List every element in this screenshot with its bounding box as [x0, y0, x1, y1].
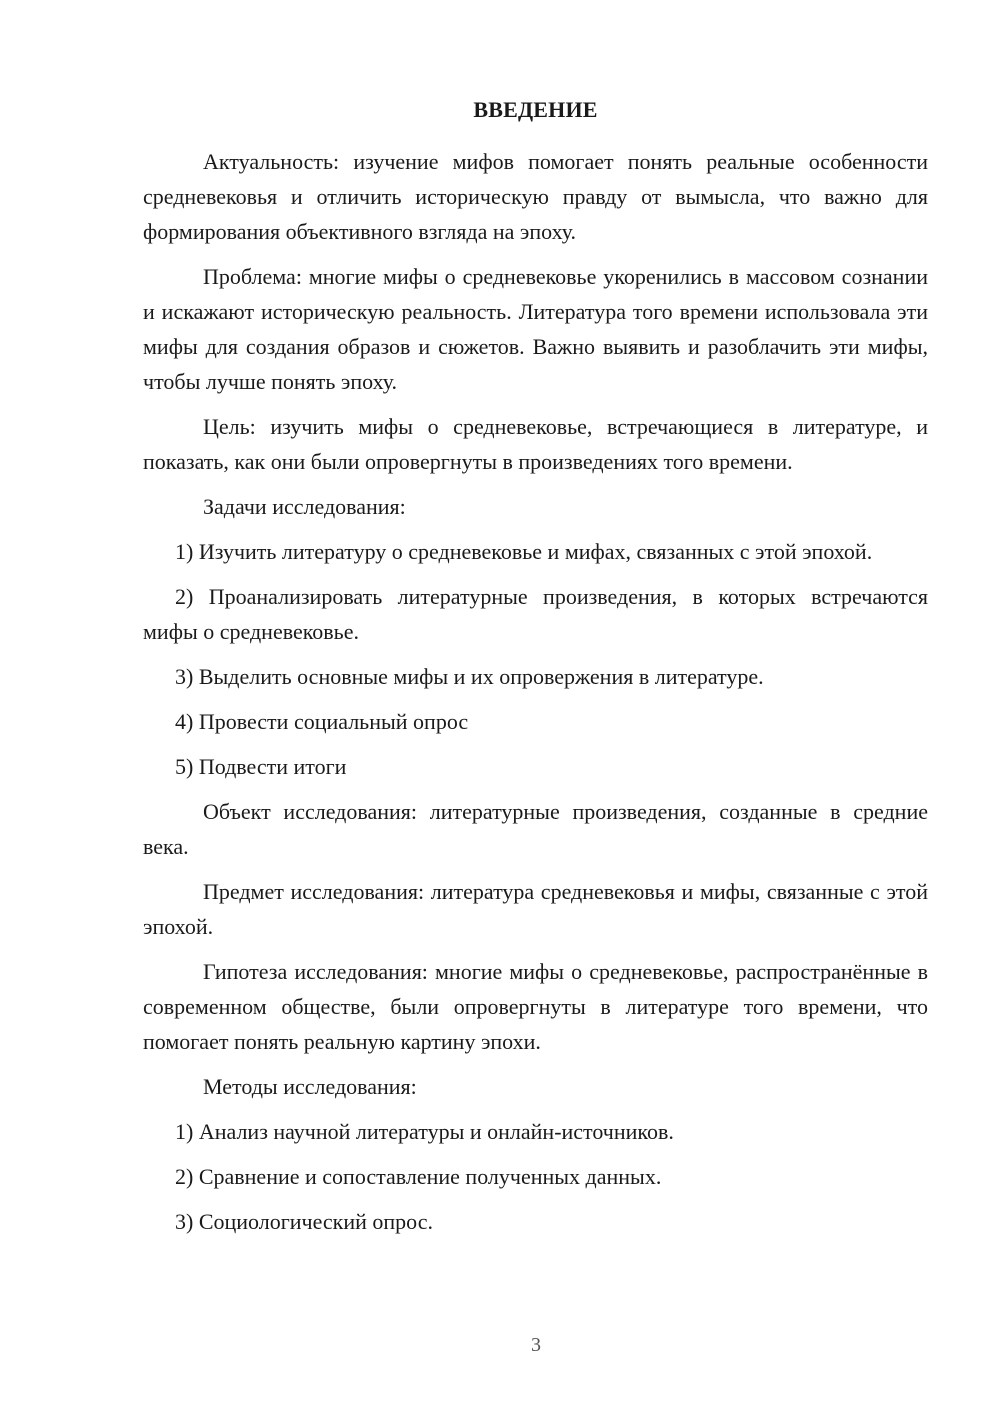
tasks-heading: Задачи исследования:: [203, 494, 406, 519]
task-item: 2) Проанализировать литературные произведения, в которых встречаются мифы о средневековье.: [143, 584, 928, 644]
relevance-paragraph: Актуальность: изучение мифов помогает понять реальные особенности средневековья и отличить историческую правду от вымысла, что важно для формирования объективного взгляда на эпоху.: [143, 149, 928, 244]
document-page: [143, 96, 928, 1249]
object-paragraph: Объект исследования: литературные произведения, созданные в средние века.: [143, 799, 928, 859]
hypothesis-paragraph: Гипотеза исследования: многие мифы о средневековье, распространённые в современном обществе, были опровергнуты в литературе того времени, что помогает понять реальную картину эпохи.: [143, 959, 928, 1054]
task-item: 1) Изучить литературу о средневековье и мифах, связанных с этой эпохой.: [175, 539, 873, 564]
method-item: 1) Анализ научной литературы и онлайн-источников.: [175, 1119, 674, 1144]
task-item: 3) Выделить основные мифы и их опровержения в литературе.: [175, 664, 764, 689]
task-item: 4) Провести социальный опрос: [175, 709, 469, 734]
task-item: 5) Подвести итоги: [175, 754, 347, 779]
methods-heading: Методы исследования:: [203, 1074, 417, 1099]
method-item: 3) Социологический опрос.: [175, 1209, 433, 1234]
page-number: 3: [531, 1334, 541, 1356]
problem-paragraph: Проблема: многие мифы о средневековье укоренились в массовом сознании и искажают историческую реальность. Литература того времени использовала эти мифы для создания образов и сюжетов. Важно выявить и разоблачить эти мифы, чтобы лучше понять эпоху.: [143, 264, 928, 394]
page-title: ВВЕДЕНИЕ: [473, 97, 598, 122]
method-item: 2) Сравнение и сопоставление полученных данных.: [175, 1164, 662, 1189]
goal-paragraph: Цель: изучить мифы о средневековье, встречающиеся в литературе, и показать, как они были опровергнуты в произведениях того времени.: [143, 414, 928, 474]
subject-paragraph: Предмет исследования: литература средневековья и мифы, связанные с этой эпохой.: [143, 879, 928, 939]
